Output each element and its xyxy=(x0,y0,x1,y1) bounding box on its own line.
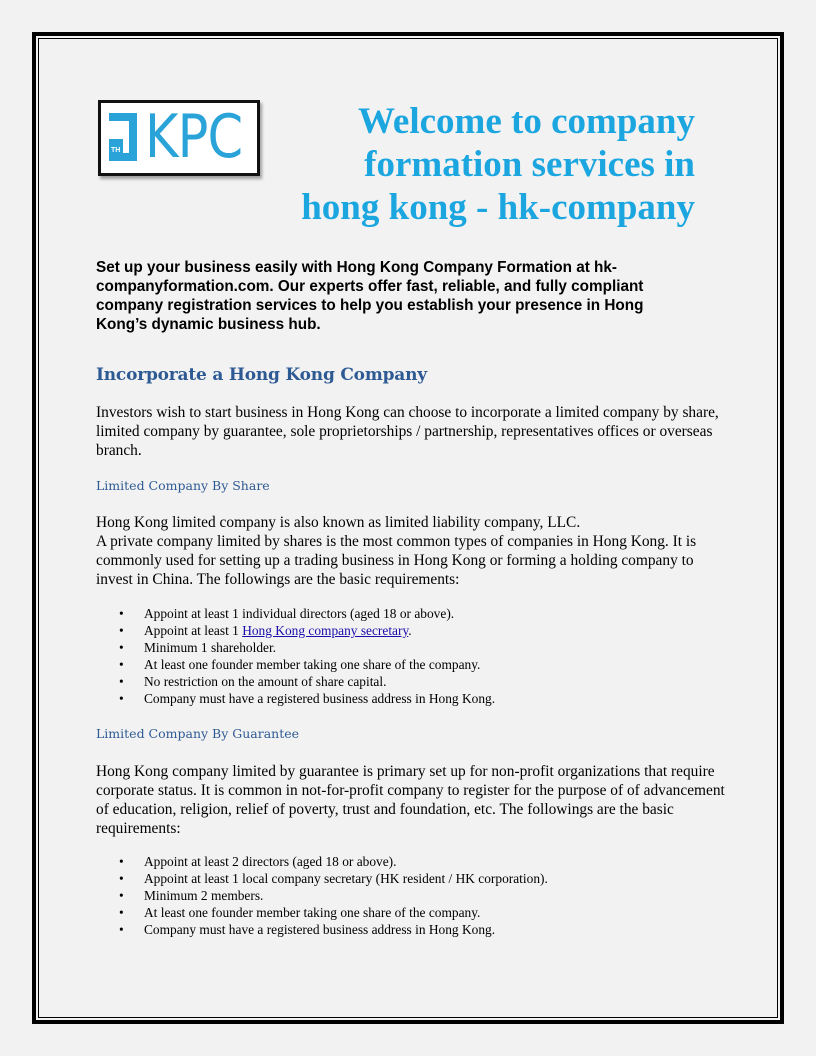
list-item-text: No restriction on the amount of share capital. xyxy=(144,674,387,689)
list-item xyxy=(96,690,716,707)
bullet: • xyxy=(119,871,124,886)
bullet: • xyxy=(119,691,124,706)
list-item-text: At least one founder member taking one share of the company. xyxy=(144,657,481,672)
list-item xyxy=(96,622,716,639)
list-item xyxy=(96,853,716,870)
list-item-suffix: . xyxy=(408,623,412,638)
subheading-share: Limited Company By Share xyxy=(96,478,270,493)
list-item-text: Appoint at least 1 xyxy=(144,623,243,638)
bullet: • xyxy=(119,922,124,937)
bullet: • xyxy=(119,606,124,621)
list-item-text: Appoint at least 1 individual directors (aged 18 or above). xyxy=(144,606,455,621)
list-item xyxy=(96,605,716,622)
list-item-text: Minimum 1 shareholder. xyxy=(144,640,277,655)
bullet: • xyxy=(119,674,124,689)
list-item xyxy=(96,887,716,904)
title-line: hong kong - hk-company xyxy=(301,187,695,228)
list-item xyxy=(96,904,716,921)
title-line: formation services in xyxy=(364,144,695,185)
list-item xyxy=(96,656,716,673)
list-item-text: Appoint at least 2 directors (aged 18 or above). xyxy=(144,854,397,869)
guarantee-requirements-list xyxy=(96,853,716,938)
bullet: • xyxy=(119,905,124,920)
share-paragraph-1: Hong Kong limited company is also known as limited liability company, LLC. xyxy=(96,514,581,531)
bullet: • xyxy=(119,854,124,869)
bullet: • xyxy=(119,888,124,903)
list-item-text: Company must have a registered business address in Hong Kong. xyxy=(144,922,496,937)
title-line: Welcome to company xyxy=(357,101,695,142)
intro-paragraph: Set up your business easily with Hong Kong Company Formation at hk-companyformation.com. Our experts offer fast, reliable, and fully compliant company registration services to help you establish your presence in Hong Kong’s dynamic business hub. xyxy=(96,259,644,333)
list-item xyxy=(96,639,716,656)
list-item xyxy=(96,870,716,887)
section-paragraph: Investors wish to start business in Hong Kong can choose to incorporate a limited company by share, limited company by guarantee, sole proprietorships / partnership, representatives offices or overseas branch. xyxy=(96,404,719,459)
logo-mark-text: TH xyxy=(111,147,121,154)
logo-mark-icon xyxy=(107,109,143,167)
page-title xyxy=(275,100,695,229)
list-item-text: At least one founder member taking one share of the company. xyxy=(144,905,481,920)
share-requirements-list xyxy=(96,605,716,707)
subheading-guarantee: Limited Company By Guarantee xyxy=(96,726,300,741)
guarantee-paragraph: Hong Kong company limited by guarantee is primary set up for non-profit organizations that require corporate status. It is common in not-for-profit company to register for the purpose of of advancement of education, religion, relief of poverty, trust and foundation, etc. The followings are the basic requirements: xyxy=(96,763,725,837)
bullet: • xyxy=(119,657,124,672)
logo-panel xyxy=(101,103,257,173)
bullet: • xyxy=(119,623,124,638)
kpc-logo xyxy=(98,100,260,176)
list-item-text: Company must have a registered business address in Hong Kong. xyxy=(144,691,496,706)
share-paragraph-2: A private company limited by shares is the most common types of companies in Hong Kong. It is commonly used for setting up a trading business in Hong Kong or forming a holding company to invest in China. The followings are the basic requirements: xyxy=(96,533,697,588)
list-item xyxy=(96,673,716,690)
bullet: • xyxy=(119,640,124,655)
section-heading: Incorporate a Hong Kong Company xyxy=(96,365,427,385)
list-item xyxy=(96,921,716,938)
company-secretary-link[interactable]: Hong Kong company secretary xyxy=(242,623,409,638)
list-item-text: Minimum 2 members. xyxy=(144,888,264,903)
list-item-text: Appoint at least 1 local company secretary (HK resident / HK corporation). xyxy=(144,871,548,886)
logo-text: KPC xyxy=(145,103,243,172)
